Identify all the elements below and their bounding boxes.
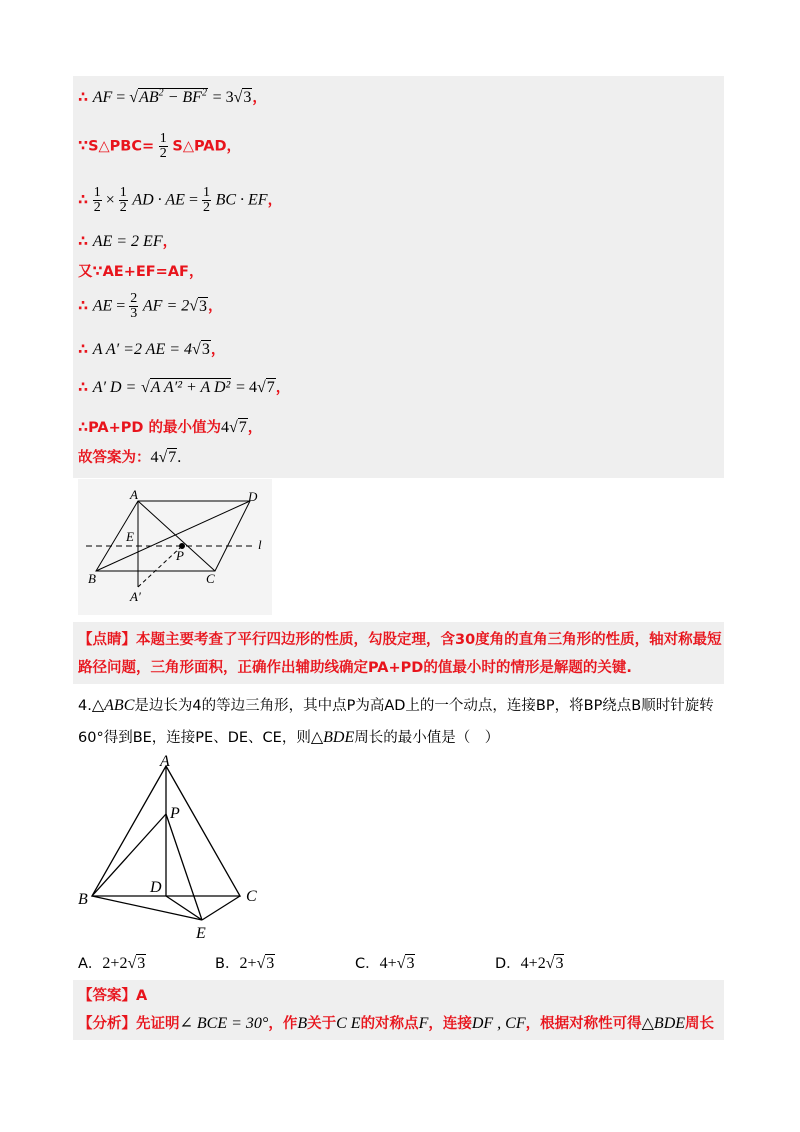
question: 4.△ABC是边长为4的等边三角形，其中点P为高AD上的一个动点，连接BP，将BP绕点B顺时针旋转60°得到BE，连接PE、DE、CE，则△BDE周长的最小值是（ ） bbox=[78, 697, 714, 746]
fig2-label-A: A bbox=[160, 753, 170, 770]
option-a[interactable]: A．2+2√3 bbox=[78, 955, 146, 972]
derivation-line-9: ∴PA+PD 的最小值为4√7， bbox=[78, 419, 263, 436]
fig1-label-B: B bbox=[88, 571, 96, 586]
option-d[interactable]: D．4+2√3 bbox=[495, 955, 564, 972]
triangle-figure bbox=[74, 752, 274, 942]
fig2-label-P: P bbox=[170, 805, 180, 822]
derivation-line-6: ∴ AE = $\frac{2}{3}$ AF = 2√3， bbox=[78, 291, 223, 321]
derivation-line-4: ∴ AE = 2 EF， bbox=[78, 233, 178, 250]
derivation-line-5: 又∵AE+EF=AF， bbox=[78, 264, 204, 280]
fig1-label-D: D bbox=[248, 489, 258, 504]
fig1-label-l: l bbox=[258, 537, 262, 552]
option-c[interactable]: C．4+√3 bbox=[355, 955, 415, 972]
derivation-line-7: ∴ A A′ =2 AE = 4√3， bbox=[78, 341, 226, 358]
fig2-label-C: C bbox=[246, 888, 257, 905]
fig1-label-E: E bbox=[126, 529, 134, 544]
parallelogram-figure bbox=[78, 479, 272, 615]
option-b[interactable]: B．2+√3 bbox=[215, 955, 275, 972]
derivation-line-3: ∴ $\frac{1}{2}$ × $\frac{1}{2}$ AD · AE = $\frac{1}{2}$ BC · EF， bbox=[78, 185, 283, 215]
derivation-line-2: ∵S△PBC= $\frac{1}{2}$ S△PAD， bbox=[78, 131, 242, 161]
fig2-label-E: E bbox=[196, 925, 206, 942]
derivation-line-10: 故答案为：4√7. bbox=[78, 449, 182, 466]
fig1-label-A: A bbox=[130, 487, 138, 502]
fig1-label-Aprime: A′ bbox=[130, 589, 141, 604]
derivation-line-8: ∴ A′ D = √A A′² + A D² = 4√7， bbox=[78, 379, 291, 396]
fig1-label-C: C bbox=[206, 571, 215, 586]
derivation-line-1: ∴ AF = $√AB^2 - BF^2 = 3√3$， bbox=[78, 87, 267, 106]
fig2-label-D: D bbox=[150, 879, 162, 896]
fig1-label-P: P bbox=[176, 548, 184, 563]
analysis: 【分析】先证明∠ BCE = 30°，作B关于C E的对称点F，连接DF , CF，根据对称性可得△BDE周长 bbox=[78, 1015, 715, 1032]
fig2-label-B: B bbox=[78, 891, 88, 908]
answer: 【答案】A bbox=[78, 988, 148, 1004]
comment: 【点睛】本题主要考查了平行四边形的性质，勾股定理，含30度角的直角三角形的性质，轴对称最短路径问题，三角形面积，正确作出辅助线确定PA+PD的值最小时的情形是解题的关键. bbox=[78, 632, 722, 676]
